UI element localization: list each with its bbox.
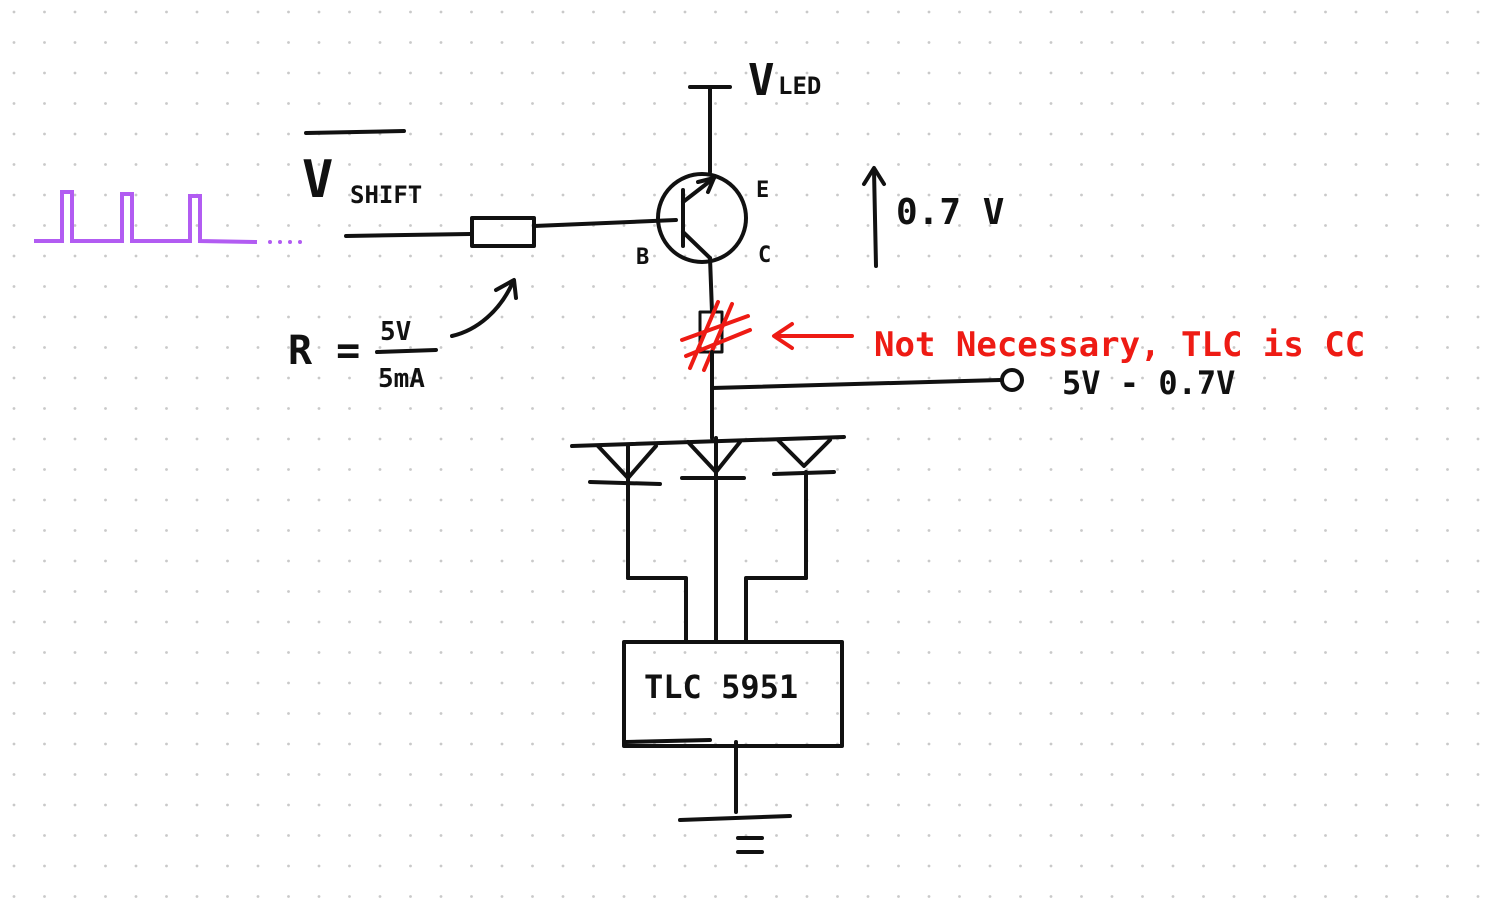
svg-text:LED: LED	[778, 72, 822, 100]
output-voltage-label: 5V - 0.7V	[1062, 364, 1236, 402]
svg-text:R =: R =	[288, 328, 361, 374]
svg-text:5mA: 5mA	[378, 364, 425, 394]
svg-text:5V: 5V	[380, 317, 412, 347]
svg-text:SHIFT: SHIFT	[350, 181, 423, 209]
not-necessary-note: Not Necessary, TLC is CC	[874, 325, 1366, 365]
svg-text:V: V	[302, 150, 334, 210]
base-label: B	[636, 245, 650, 270]
tlc-chip-label: TLC 5951	[644, 668, 799, 706]
emitter-label: E	[756, 178, 770, 203]
svg-text:V: V	[748, 55, 775, 106]
vbe-drop-label: 0.7 V	[896, 192, 1005, 233]
collector-label: C	[758, 243, 772, 268]
